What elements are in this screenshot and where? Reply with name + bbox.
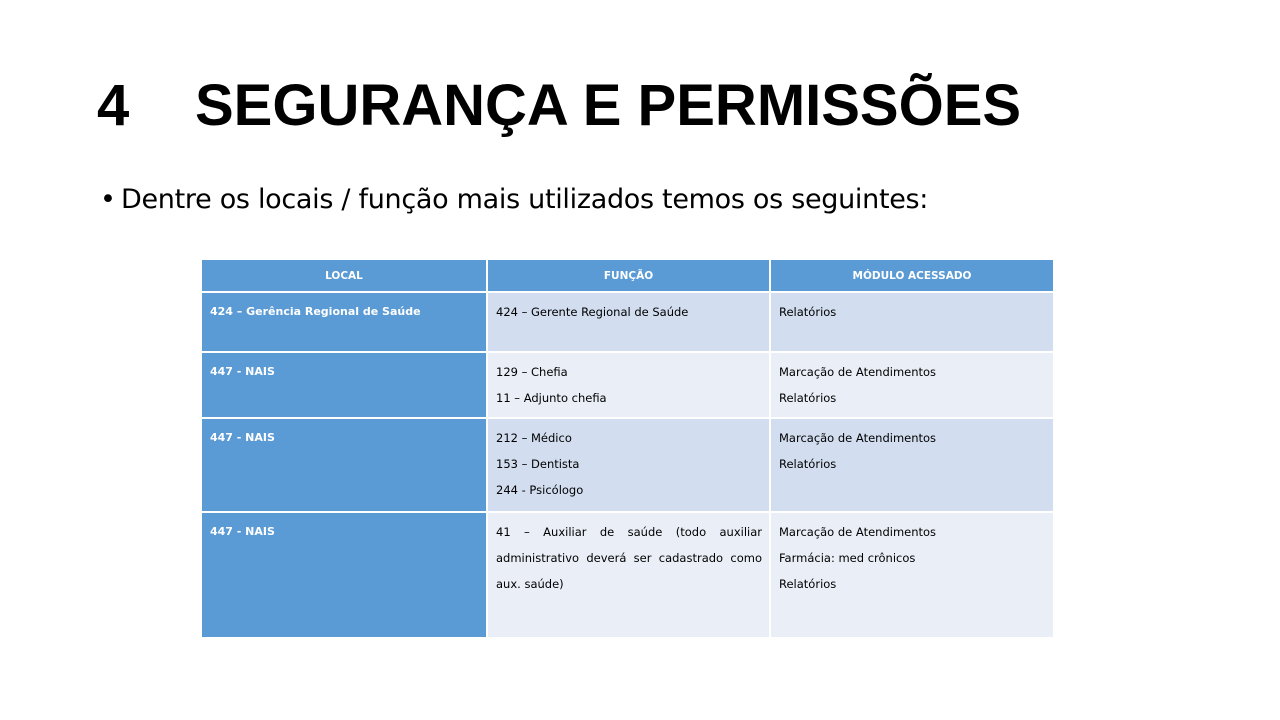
local-cell: 424 – Gerência Regional de Saúde [202,292,487,352]
funcao-cell [487,512,770,638]
slide-title [97,70,1021,142]
header-modulo: MÓDULO ACESSADO [770,260,1054,292]
local-cell: 447 - NAIS [202,352,487,418]
modulo-item: Relatórios [779,457,837,471]
modulo-item: Relatórios [779,391,837,405]
table-row [202,512,1054,638]
funcao-cell [487,352,770,418]
bullet-icon: • [100,184,116,215]
funcao-item: 424 – Gerente Regional de Saúde [496,305,689,319]
funcao-item: 11 – Adjunto chefia [496,391,607,405]
bullet-text: Dentre os locais / função mais utilizados temos os seguintes: [121,184,929,215]
modulo-cell [770,418,1054,512]
bullet-item [100,180,928,220]
table-header-row [202,260,1054,292]
modulo-item: Marcação de Atendimentos [779,365,937,379]
modulo-item: Farmácia: med crônicos [779,551,916,565]
funcao-cell [487,292,770,352]
section-title: SEGURANÇA E PERMISSÕES [195,73,1022,138]
funcao-item: 153 – Dentista [496,457,580,471]
modulo-cell [770,292,1054,352]
funcao-item: 41 – Auxiliar de saúde (todo auxiliar administrativo deverá ser cadastrado como aux. saúde) [496,525,762,591]
section-number: 4 [97,73,130,138]
modulo-cell [770,512,1054,638]
table-row [202,352,1054,418]
local-cell: 447 - NAIS [202,512,487,638]
table-row [202,292,1054,352]
header-funcao: FUNÇÃO [487,260,770,292]
permissions-table [202,260,1055,639]
header-local: LOCAL [202,260,487,292]
modulo-item: Relatórios [779,305,837,319]
funcao-item: 212 – Médico [496,431,572,445]
local-cell: 447 - NAIS [202,418,487,512]
modulo-cell [770,352,1054,418]
modulo-item: Marcação de Atendimentos [779,525,937,539]
modulo-item: Relatórios [779,577,837,591]
funcao-cell [487,418,770,512]
funcao-item: 129 – Chefia [496,365,568,379]
funcao-item: 244 - Psicólogo [496,483,584,497]
table-row [202,418,1054,512]
modulo-item: Marcação de Atendimentos [779,431,937,445]
